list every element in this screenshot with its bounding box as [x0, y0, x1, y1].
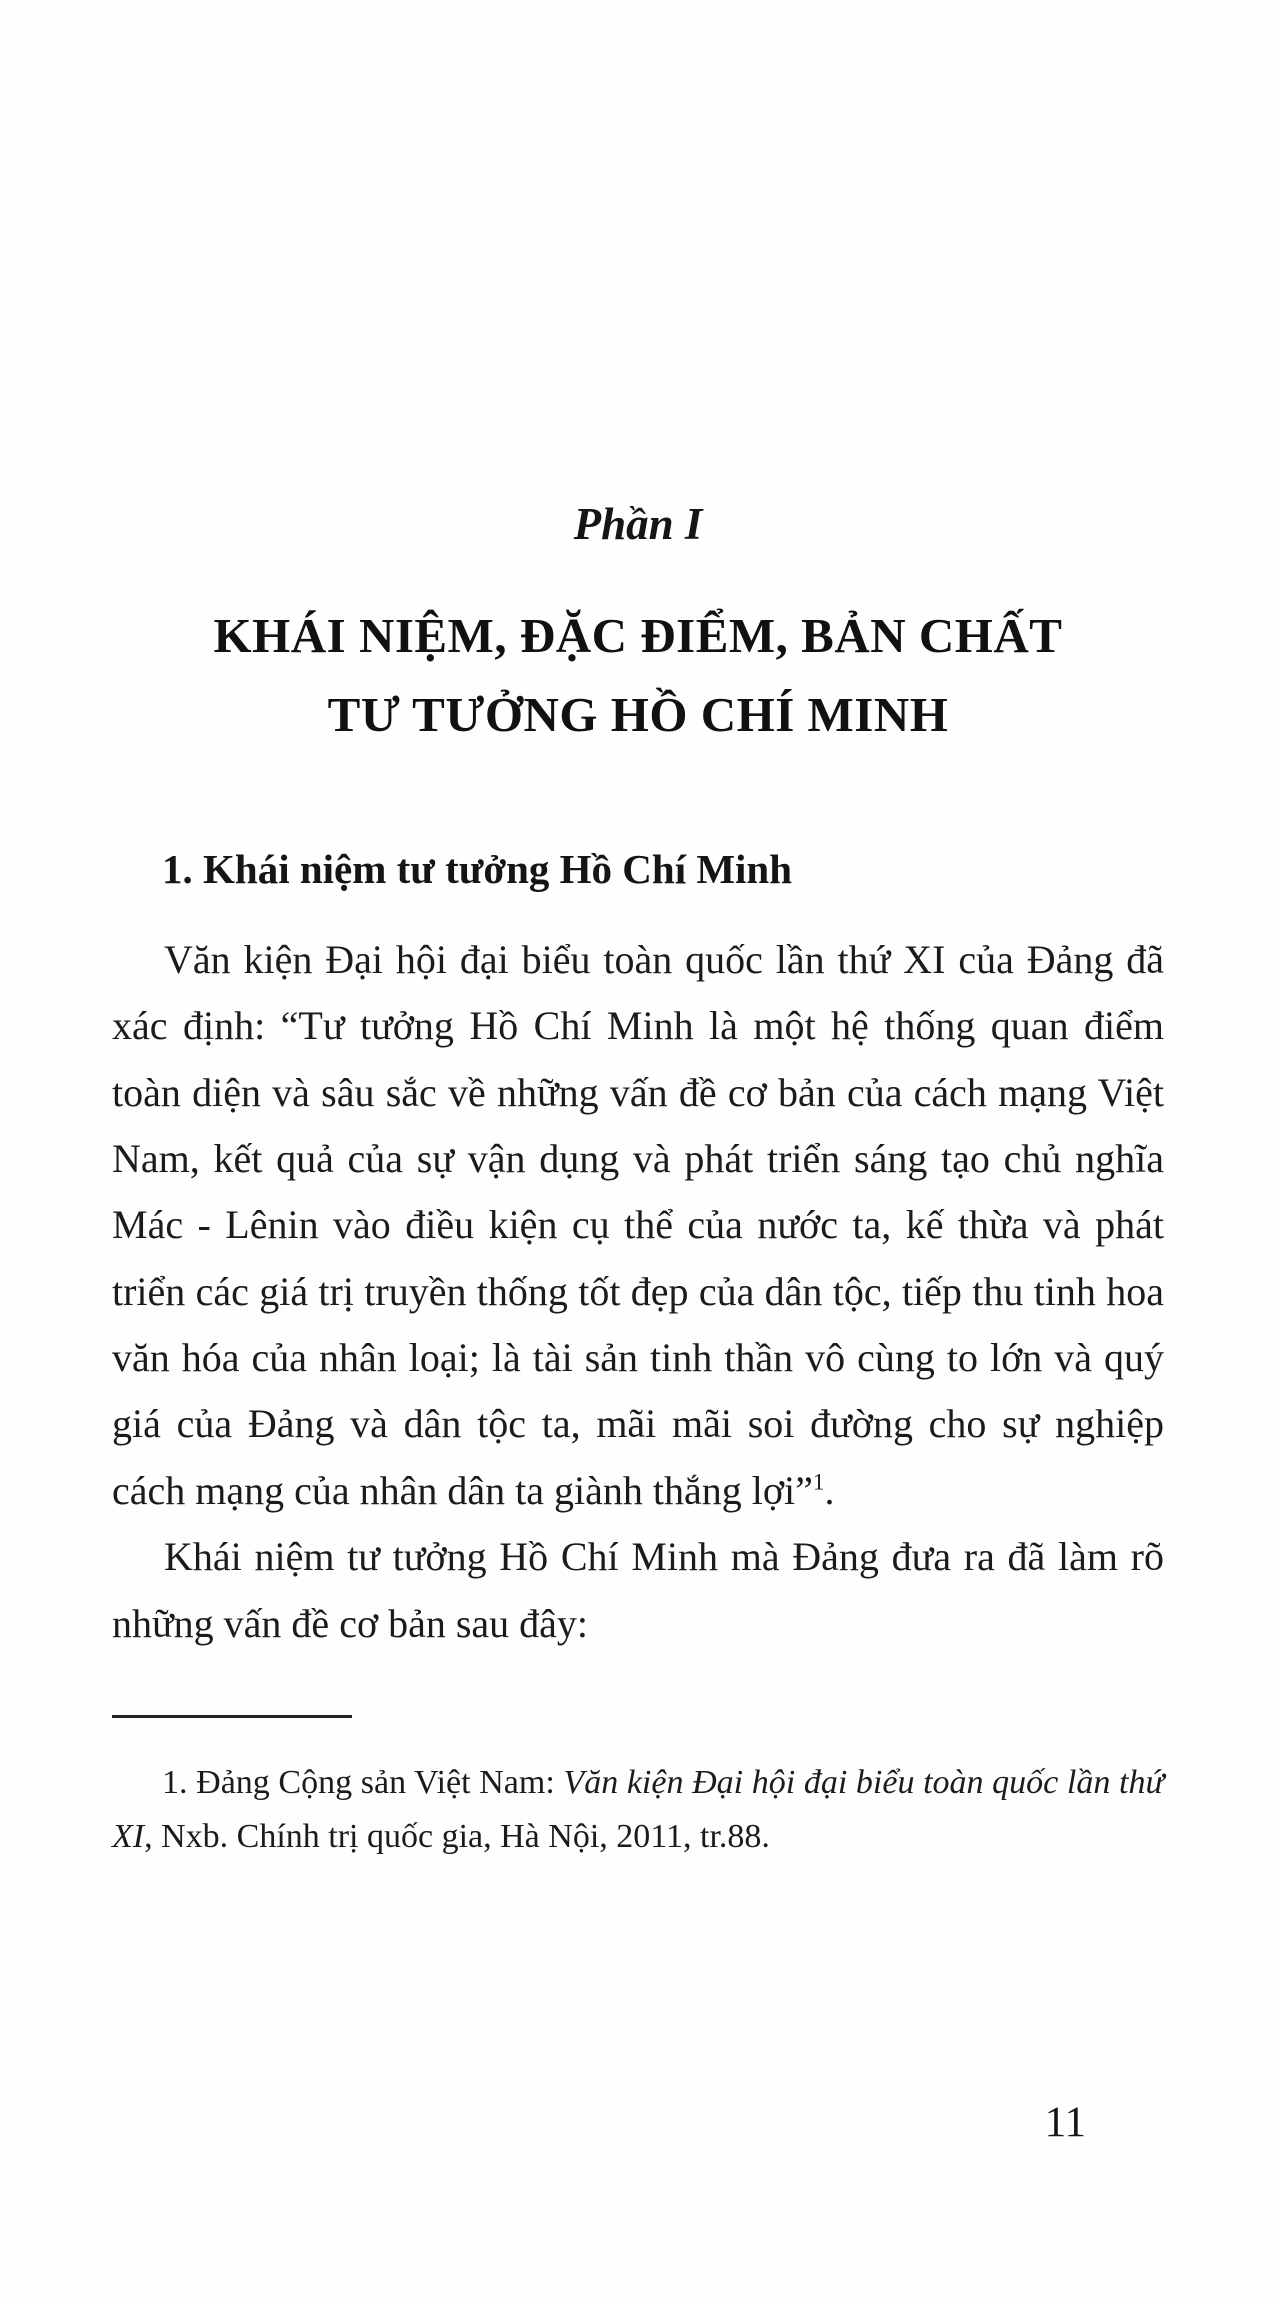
part-label: Phần I — [573, 499, 703, 549]
footnote — [112, 1756, 1164, 1863]
footnote-publisher-info: , Nxb. Chính trị quốc gia, Hà Nội, 2011, tr.88. — [144, 1817, 770, 1855]
paragraph-2: Khái niệm tư tưởng Hồ Chí Minh mà Đảng đưa ra đã làm rõ những vấn đề cơ bản sau đây: — [112, 1534, 1164, 1646]
chapter-title-line-1: KHÁI NIỆM, ĐẶC ĐIỂM, BẢN CHẤT — [213, 608, 1063, 663]
footnote-lead: 1. Đảng Cộng sản Việt Nam: — [162, 1764, 564, 1802]
footnote-work-title: Văn kiện Đại hội đại biểu toàn quốc lần thứ XI — [112, 1764, 1164, 1855]
paragraph-1 — [112, 927, 1164, 1525]
footnote-divider — [112, 1715, 352, 1718]
footnote-reference-mark: 1 — [812, 1469, 825, 1496]
paragraph-1-text: Văn kiện Đại hội đại biểu toàn quốc lần thứ XI của Đảng đã xác định: “Tư tưởng Hồ Chí Minh là một hệ thống quan điểm toàn diện và sâu sắc về những vấn đề cơ bản của cách mạng Việt Nam, kết quả của sự vận dụng và phát triển sáng tạo chủ nghĩa Mác - Lênin vào điều kiện cụ thể của nước ta, kế thừa và phát triển các giá trị truyền thống tốt đẹp của dân tộc, tiếp thu tinh hoa văn hóa của nhân loại; là tài sản tinh thần vô cùng to lớn và quý giá của Đảng và dân tộc ta, mãi mãi soi đường cho sự nghiệp cách mạng của nhân dân ta giành thắng lợi” — [112, 936, 1164, 1513]
section-heading: 1. Khái niệm tư tưởng Hồ Chí Minh — [162, 845, 793, 892]
chapter-title-line-2: TƯ TƯỞNG HỒ CHÍ MINH — [327, 687, 949, 743]
page-number: 11 — [1044, 2099, 1086, 2146]
sentence-period: . — [824, 1467, 835, 1513]
chapter-title — [112, 596, 1164, 755]
